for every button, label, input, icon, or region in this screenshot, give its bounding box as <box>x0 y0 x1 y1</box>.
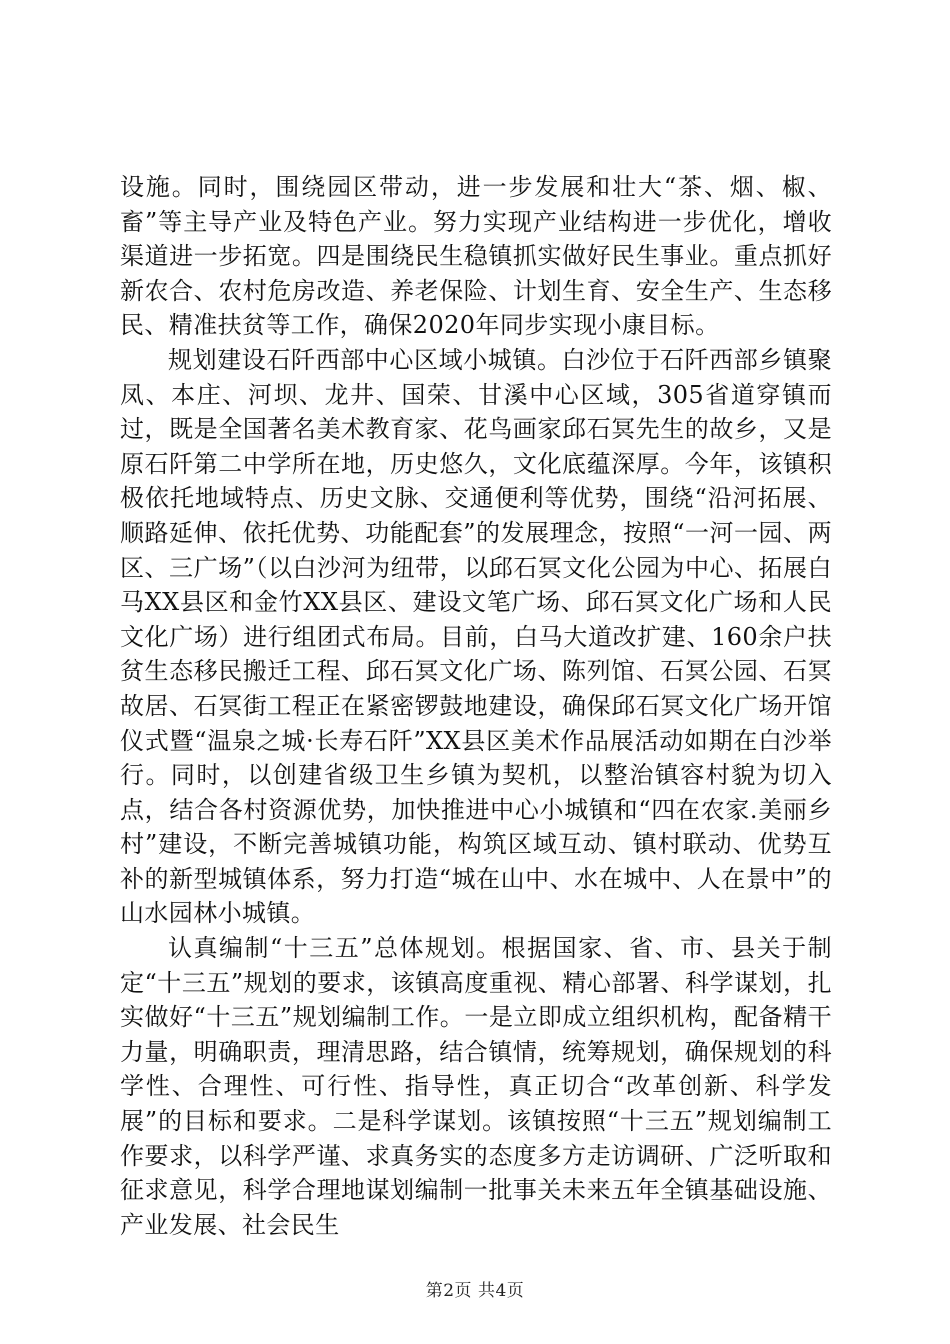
document-body <box>120 170 832 1242</box>
paragraph-1: 设施。同时，围绕园区带动，进一步发展和壮大“茶、烟、椒、畜”等主导产业及特色产业。努力实现产业结构进一步优化，增收渠道进一步拓宽。四是围绕民生稳镇抓实做好民生事业。重点抓好新农合、农村危房改造、养老保险、计划生育、安全生产、生态移民、精准扶贫等工作，确保2020年同步实现小康目标。 <box>120 173 832 340</box>
page-number-footer: 第2页 共4页 <box>425 1281 525 1301</box>
paragraph-3: 认真编制“十三五”总体规划。根据国家、省、市、县关于制定“十三五”规划的要求，该镇高度重视、精心部署、科学谋划，扎实做好“十三五”规划编制工作。一是立即成立组织机构，配备精干力量，明确职责，理清思路，结合镇情，统筹规划，确保规划的科学性、合理性、可行性、指导性，真正切合“改革创新、科学发展”的目标和要求。二是科学谋划。该镇按照“十三五”规划编制工作要求，以科学严谨、求真务实的态度多方走访调研、广泛听取和征求意见，科学合理地谋划编制一批事关未来五年全镇基础设施、产业发展、社会民生 <box>120 934 832 1239</box>
paragraph-2: 规划建设石阡西部中心区域小城镇。白沙位于石阡西部乡镇聚凤、本庄、河坝、龙井、国荣、甘溪中心区域，305省道穿镇而过，既是全国著名美术教育家、花鸟画家邱石冥先生的故乡，又是原石阡第二中学所在地，历史悠久，文化底蕴深厚。今年，该镇积极依托地域特点、历史文脉、交通便利等优势，围绕“沿河拓展、顺路延伸、依托优势、功能配套”的发展理念，按照“一河一园、两区、三广场”（以白沙河为纽带，以邱石冥文化公园为中心、拓展白马XX县区和金竹XX县区、建设文笔广场、邱石冥文化广场和人民文化广场）进行组团式布局。目前，白马大道改扩建、160余户扶贫生态移民搬迁工程、邱石冥文化广场、陈列馆、石冥公园、石冥故居、石冥街工程正在紧密锣鼓地建设，确保邱石冥文化广场开馆仪式暨“温泉之城·长寿石阡”XX县区美术作品展活动如期在白沙举行。同时，以创建省级卫生乡镇为契机，以整治镇容村貌为切入点，结合各村资源优势，加快推进中心小城镇和“四在农家.美丽乡村”建设，不断完善城镇功能，构筑区域互动、镇村联动、优势互补的新型城镇体系，努力打造“城在山中、水在城中、人在景中”的山水园林小城镇。 <box>120 345 832 928</box>
